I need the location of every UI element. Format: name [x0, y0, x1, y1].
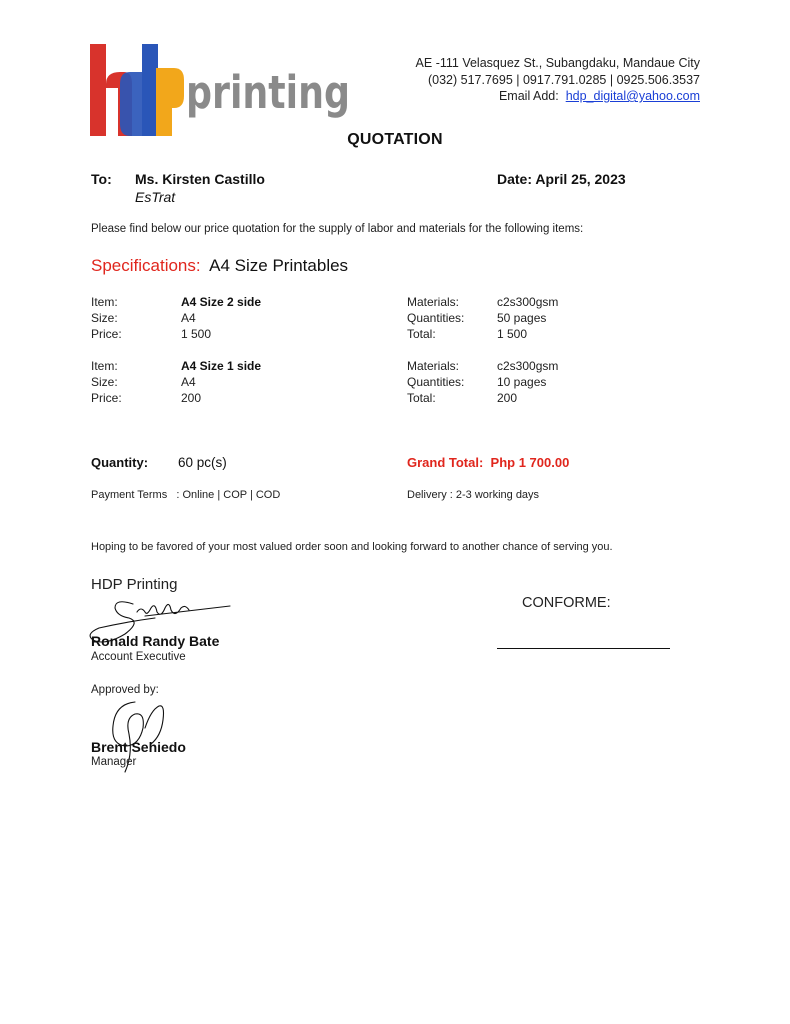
- quantity-value: 60 pc(s): [178, 455, 227, 470]
- total-label: Total:: [407, 327, 436, 341]
- total-label: Total:: [407, 391, 436, 405]
- conforme-signature-line: [497, 648, 670, 649]
- specifications-value: A4 Size Printables: [209, 256, 349, 275]
- item-total: 1 500: [497, 327, 528, 341]
- item-1-left-labels: [91, 294, 122, 342]
- intro-text: Please find below our price quotation for the supply of labor and materials for the following items:: [91, 223, 584, 235]
- item-quantities: 50 pages: [497, 311, 547, 325]
- specifications-label: Specifications:: [91, 256, 201, 275]
- item-size: A4: [181, 375, 196, 389]
- item-name: A4 Size 1 side: [181, 359, 262, 373]
- approved-by-label: Approved by:: [91, 684, 159, 696]
- conforme-label: CONFORME:: [522, 595, 611, 611]
- item-price: 1 500: [181, 327, 212, 341]
- specifications-line: [91, 256, 348, 276]
- email-label: Email Add:: [498, 89, 559, 103]
- item-name: A4 Size 2 side: [181, 295, 262, 309]
- delivery-terms: Delivery : 2-3 working days: [407, 489, 540, 501]
- item-materials: c2s300gsm: [497, 295, 559, 309]
- grand-total-label: Grand Total:: [407, 455, 484, 470]
- materials-label: Materials:: [407, 295, 460, 309]
- item-2-left-labels: [91, 358, 122, 406]
- recipient-organization: EsTrat: [135, 189, 176, 205]
- company-contact: [416, 55, 700, 105]
- item-size: A4: [181, 311, 196, 325]
- price-label: Price:: [91, 327, 122, 341]
- materials-label: Materials:: [407, 359, 460, 373]
- signer-1-name: Ronald Randy Bate: [91, 633, 220, 649]
- item-2-right-labels: [407, 358, 464, 406]
- quotation-date: Date: April 25, 2023: [497, 171, 626, 187]
- company-phones: (032) 517.7695 | 0917.791.0285 | 0925.506.3537: [427, 72, 700, 87]
- recipient-label: To:: [91, 171, 112, 187]
- hdp-mark: [90, 44, 184, 136]
- item-2-right-values: [497, 358, 558, 406]
- size-label: Size:: [91, 311, 118, 325]
- grand-total: [407, 455, 569, 470]
- signer-2-name: Brent Sehiedo: [91, 739, 186, 755]
- signer-1-role: Account Executive: [91, 651, 186, 663]
- recipient-name: Ms. Kirsten Castillo: [135, 171, 265, 187]
- item-quantities: 10 pages: [497, 375, 547, 389]
- logo-wordmark: printing: [186, 66, 350, 119]
- closing-text: Hoping to be favored of your most valued order soon and looking forward to another chance of serving you.: [91, 541, 613, 553]
- signer-2-role: Manager: [91, 756, 137, 768]
- item-1-right-values: [497, 294, 558, 342]
- size-label: Size:: [91, 375, 118, 389]
- item-label: Item:: [91, 359, 118, 373]
- item-materials: c2s300gsm: [497, 359, 559, 373]
- quantities-label: Quantities:: [407, 375, 465, 389]
- item-price: 200: [181, 391, 202, 405]
- quantity-label: Quantity:: [91, 455, 149, 470]
- quantities-label: Quantities:: [407, 311, 465, 325]
- grand-total-value: Php 1 700.00: [490, 455, 570, 470]
- document-title: QUOTATION: [347, 131, 443, 148]
- item-total: 200: [497, 391, 518, 405]
- item-label: Item:: [91, 295, 118, 309]
- payment-terms: Payment Terms : Online | COP | COD: [91, 489, 281, 501]
- hdp-printing-logo: [90, 44, 352, 136]
- company-email-line: [416, 88, 700, 105]
- email-link[interactable]: hdp_digital@yahoo.com: [565, 89, 700, 103]
- price-label: Price:: [91, 391, 122, 405]
- item-1-left-values: [181, 294, 261, 342]
- company-address: AE -111 Velasquez St., Subangdaku, Mandaue City: [415, 56, 700, 70]
- company-signatory: HDP Printing: [91, 576, 178, 593]
- item-2-left-values: [181, 358, 261, 406]
- item-1-right-labels: [407, 294, 464, 342]
